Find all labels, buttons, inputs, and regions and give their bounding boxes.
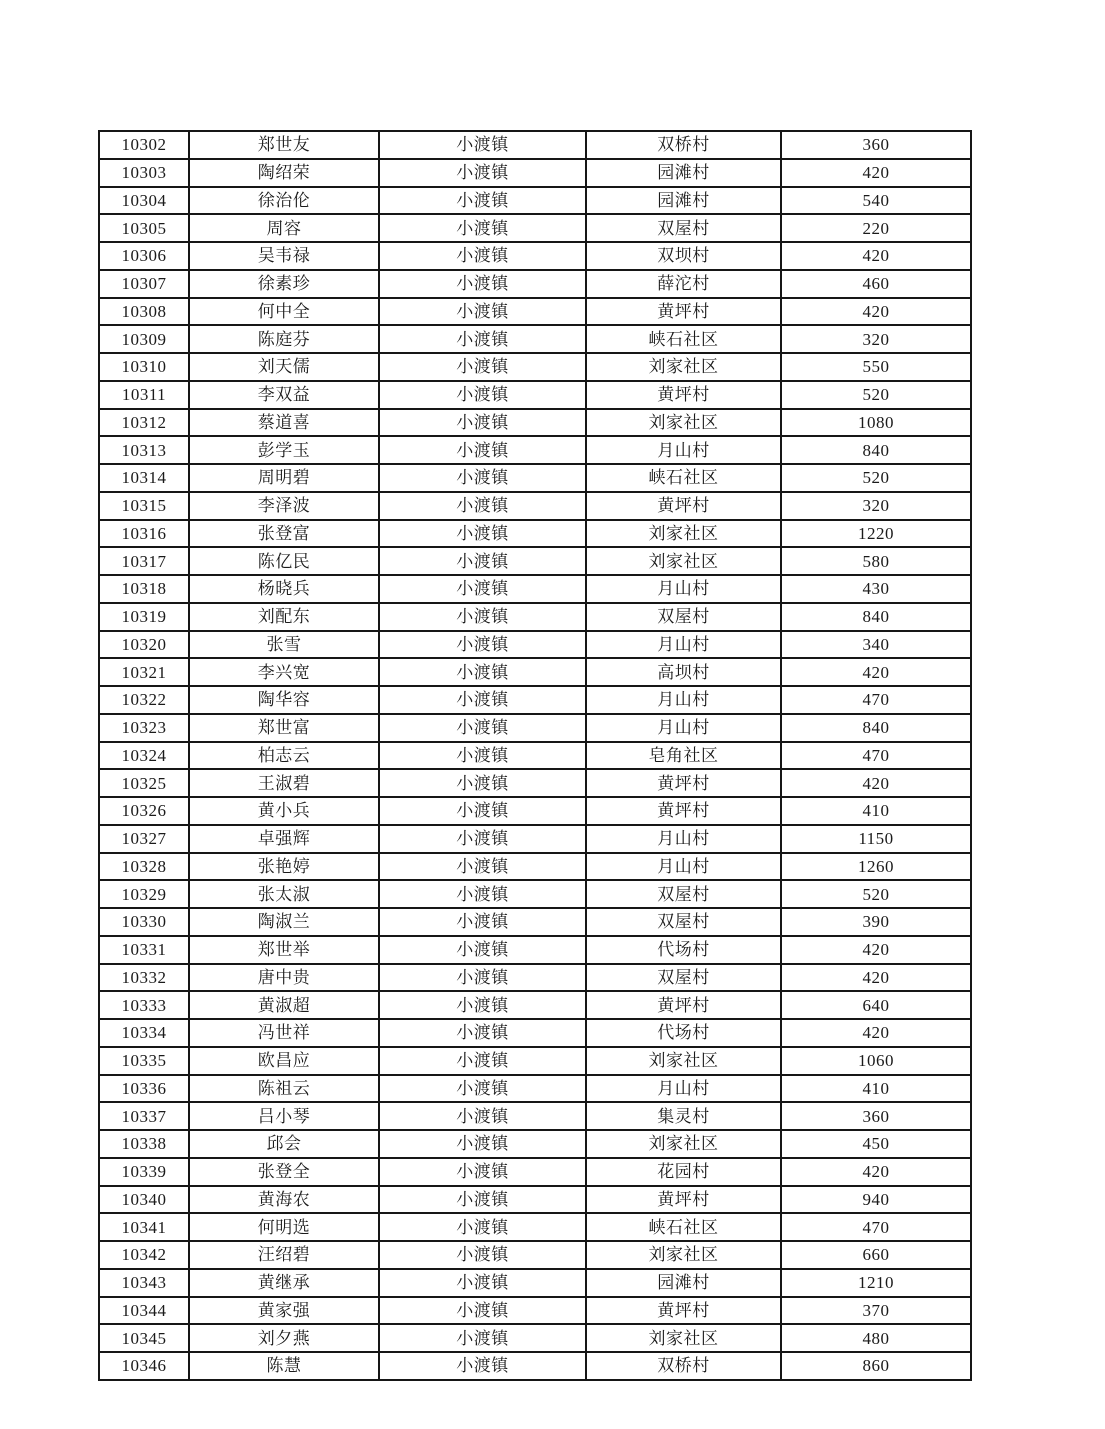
cell-name: 黄家强 [189,1297,379,1325]
cell-village: 黄坪村 [586,381,781,409]
cell-village: 黄坪村 [586,1297,781,1325]
cell-village: 双屋村 [586,880,781,908]
cell-id: 10305 [99,214,189,242]
table-row [99,936,971,964]
cell-town: 小渡镇 [379,409,586,437]
cell-village: 刘家社区 [586,409,781,437]
cell-amount: 420 [781,298,971,326]
cell-id: 10307 [99,270,189,298]
cell-amount: 360 [781,1102,971,1130]
cell-id: 10315 [99,492,189,520]
cell-town: 小渡镇 [379,270,586,298]
cell-town: 小渡镇 [379,520,586,548]
cell-village: 代场村 [586,1019,781,1047]
cell-amount: 1060 [781,1047,971,1075]
cell-town: 小渡镇 [379,714,586,742]
cell-amount: 420 [781,242,971,270]
cell-amount: 340 [781,631,971,659]
cell-village: 月山村 [586,714,781,742]
cell-name: 陶淑兰 [189,908,379,936]
cell-name: 黄淑超 [189,991,379,1019]
cell-village: 园滩村 [586,187,781,215]
cell-id: 10344 [99,1297,189,1325]
cell-id: 10331 [99,936,189,964]
table-row [99,964,971,992]
cell-town: 小渡镇 [379,825,586,853]
cell-id: 10346 [99,1352,189,1380]
cell-village: 双屋村 [586,214,781,242]
cell-name: 郑世富 [189,714,379,742]
table-row [99,1269,971,1297]
table-row [99,991,971,1019]
cell-town: 小渡镇 [379,1297,586,1325]
cell-town: 小渡镇 [379,1213,586,1241]
table-row [99,1186,971,1214]
table-row [99,1324,971,1352]
records-table [98,130,972,1381]
cell-name: 张雪 [189,631,379,659]
cell-village: 刘家社区 [586,547,781,575]
cell-village: 刘家社区 [586,1241,781,1269]
cell-town: 小渡镇 [379,991,586,1019]
cell-id: 10302 [99,131,189,159]
cell-name: 徐素珍 [189,270,379,298]
cell-id: 10312 [99,409,189,437]
cell-village: 皂角社区 [586,742,781,770]
table-row [99,381,971,409]
cell-amount: 1210 [781,1269,971,1297]
cell-town: 小渡镇 [379,1102,586,1130]
cell-id: 10321 [99,658,189,686]
cell-town: 小渡镇 [379,908,586,936]
table-row [99,214,971,242]
cell-name: 陈慧 [189,1352,379,1380]
cell-town: 小渡镇 [379,325,586,353]
cell-id: 10317 [99,547,189,575]
cell-amount: 470 [781,686,971,714]
cell-id: 10325 [99,769,189,797]
cell-amount: 840 [781,714,971,742]
cell-amount: 860 [781,1352,971,1380]
cell-id: 10319 [99,603,189,631]
cell-village: 峡石社区 [586,325,781,353]
cell-name: 周容 [189,214,379,242]
cell-id: 10342 [99,1241,189,1269]
cell-village: 刘家社区 [586,353,781,381]
cell-name: 陶绍荣 [189,159,379,187]
cell-id: 10308 [99,298,189,326]
cell-village: 月山村 [586,631,781,659]
cell-village: 黄坪村 [586,298,781,326]
table-row [99,853,971,881]
cell-amount: 360 [781,131,971,159]
cell-name: 李兴宽 [189,658,379,686]
cell-name: 黄海农 [189,1186,379,1214]
cell-village: 月山村 [586,575,781,603]
cell-town: 小渡镇 [379,187,586,215]
cell-village: 高坝村 [586,658,781,686]
cell-id: 10324 [99,742,189,770]
cell-amount: 420 [781,769,971,797]
cell-amount: 220 [781,214,971,242]
cell-village: 双屋村 [586,908,781,936]
cell-town: 小渡镇 [379,631,586,659]
cell-name: 吕小琴 [189,1102,379,1130]
cell-village: 集灵村 [586,1102,781,1130]
cell-village: 黄坪村 [586,492,781,520]
cell-amount: 450 [781,1130,971,1158]
table-row [99,1102,971,1130]
cell-amount: 840 [781,436,971,464]
cell-amount: 1150 [781,825,971,853]
cell-id: 10316 [99,520,189,548]
table-row [99,159,971,187]
cell-name: 卓强辉 [189,825,379,853]
cell-town: 小渡镇 [379,575,586,603]
cell-village: 代场村 [586,936,781,964]
cell-town: 小渡镇 [379,658,586,686]
cell-id: 10306 [99,242,189,270]
cell-amount: 550 [781,353,971,381]
cell-town: 小渡镇 [379,1158,586,1186]
table-row [99,769,971,797]
cell-town: 小渡镇 [379,853,586,881]
table-row [99,1297,971,1325]
cell-id: 10304 [99,187,189,215]
cell-id: 10328 [99,853,189,881]
cell-town: 小渡镇 [379,1130,586,1158]
cell-amount: 520 [781,464,971,492]
cell-town: 小渡镇 [379,547,586,575]
cell-town: 小渡镇 [379,159,586,187]
cell-name: 徐治伦 [189,187,379,215]
cell-town: 小渡镇 [379,464,586,492]
cell-amount: 320 [781,325,971,353]
cell-village: 双坝村 [586,242,781,270]
cell-name: 黄继承 [189,1269,379,1297]
cell-name: 刘配东 [189,603,379,631]
cell-village: 刘家社区 [586,1130,781,1158]
cell-id: 10323 [99,714,189,742]
cell-amount: 410 [781,797,971,825]
cell-name: 陈庭芬 [189,325,379,353]
cell-id: 10341 [99,1213,189,1241]
cell-id: 10303 [99,159,189,187]
cell-name: 欧昌应 [189,1047,379,1075]
cell-id: 10340 [99,1186,189,1214]
cell-amount: 320 [781,492,971,520]
cell-town: 小渡镇 [379,742,586,770]
cell-village: 月山村 [586,825,781,853]
cell-town: 小渡镇 [379,1186,586,1214]
table-row [99,131,971,159]
cell-village: 峡石社区 [586,464,781,492]
cell-name: 冯世祥 [189,1019,379,1047]
cell-id: 10310 [99,353,189,381]
cell-town: 小渡镇 [379,214,586,242]
cell-name: 周明碧 [189,464,379,492]
table-row [99,742,971,770]
cell-town: 小渡镇 [379,797,586,825]
table-row [99,353,971,381]
cell-amount: 540 [781,187,971,215]
cell-amount: 840 [781,603,971,631]
cell-village: 月山村 [586,1075,781,1103]
cell-name: 刘夕燕 [189,1324,379,1352]
table-row [99,658,971,686]
cell-amount: 1260 [781,853,971,881]
cell-amount: 420 [781,658,971,686]
table-row [99,825,971,853]
table-row [99,575,971,603]
cell-name: 杨晓兵 [189,575,379,603]
cell-amount: 480 [781,1324,971,1352]
cell-village: 黄坪村 [586,1186,781,1214]
cell-town: 小渡镇 [379,1019,586,1047]
cell-id: 10311 [99,381,189,409]
table-row [99,1130,971,1158]
cell-id: 10322 [99,686,189,714]
cell-village: 刘家社区 [586,1047,781,1075]
cell-town: 小渡镇 [379,298,586,326]
cell-amount: 420 [781,964,971,992]
cell-amount: 460 [781,270,971,298]
table-row [99,1019,971,1047]
cell-town: 小渡镇 [379,131,586,159]
cell-name: 张艳婷 [189,853,379,881]
cell-town: 小渡镇 [379,1324,586,1352]
cell-name: 陈祖云 [189,1075,379,1103]
cell-village: 刘家社区 [586,1324,781,1352]
cell-amount: 420 [781,1158,971,1186]
cell-id: 10318 [99,575,189,603]
cell-amount: 420 [781,159,971,187]
table-row [99,1241,971,1269]
cell-name: 郑世举 [189,936,379,964]
cell-town: 小渡镇 [379,1241,586,1269]
cell-amount: 390 [781,908,971,936]
table-row [99,797,971,825]
table-row [99,1075,971,1103]
cell-name: 张太淑 [189,880,379,908]
cell-name: 陈亿民 [189,547,379,575]
cell-town: 小渡镇 [379,964,586,992]
cell-name: 柏志云 [189,742,379,770]
cell-name: 李泽波 [189,492,379,520]
cell-village: 刘家社区 [586,520,781,548]
cell-id: 10336 [99,1075,189,1103]
cell-name: 郑世友 [189,131,379,159]
cell-name: 何中全 [189,298,379,326]
cell-town: 小渡镇 [379,1047,586,1075]
cell-amount: 580 [781,547,971,575]
cell-village: 月山村 [586,686,781,714]
cell-town: 小渡镇 [379,936,586,964]
table-row [99,298,971,326]
table-row [99,242,971,270]
cell-id: 10339 [99,1158,189,1186]
cell-amount: 470 [781,1213,971,1241]
cell-village: 双桥村 [586,1352,781,1380]
table-row [99,325,971,353]
cell-amount: 520 [781,880,971,908]
cell-id: 10330 [99,908,189,936]
cell-amount: 660 [781,1241,971,1269]
cell-village: 月山村 [586,436,781,464]
cell-amount: 410 [781,1075,971,1103]
cell-id: 10332 [99,964,189,992]
cell-amount: 430 [781,575,971,603]
cell-village: 峡石社区 [586,1213,781,1241]
cell-id: 10343 [99,1269,189,1297]
cell-town: 小渡镇 [379,492,586,520]
cell-town: 小渡镇 [379,1075,586,1103]
cell-amount: 1220 [781,520,971,548]
table-row [99,409,971,437]
cell-town: 小渡镇 [379,353,586,381]
cell-id: 10333 [99,991,189,1019]
cell-amount: 420 [781,936,971,964]
table-row [99,520,971,548]
table-row [99,908,971,936]
cell-name: 张登全 [189,1158,379,1186]
cell-name: 刘天儒 [189,353,379,381]
cell-village: 黄坪村 [586,769,781,797]
cell-village: 薛沱村 [586,270,781,298]
cell-village: 园滩村 [586,1269,781,1297]
cell-id: 10329 [99,880,189,908]
cell-name: 唐中贵 [189,964,379,992]
cell-village: 黄坪村 [586,797,781,825]
cell-amount: 1080 [781,409,971,437]
table-row [99,270,971,298]
table-row [99,631,971,659]
cell-id: 10337 [99,1102,189,1130]
cell-id: 10335 [99,1047,189,1075]
table-row [99,547,971,575]
cell-town: 小渡镇 [379,686,586,714]
cell-id: 10320 [99,631,189,659]
table-row [99,880,971,908]
table-row [99,464,971,492]
table-row [99,1213,971,1241]
cell-id: 10326 [99,797,189,825]
cell-id: 10313 [99,436,189,464]
cell-id: 10309 [99,325,189,353]
cell-name: 彭学玉 [189,436,379,464]
cell-town: 小渡镇 [379,769,586,797]
cell-amount: 640 [781,991,971,1019]
cell-amount: 420 [781,1019,971,1047]
cell-name: 邱会 [189,1130,379,1158]
cell-id: 10314 [99,464,189,492]
table-row [99,1158,971,1186]
cell-town: 小渡镇 [379,381,586,409]
cell-town: 小渡镇 [379,1352,586,1380]
cell-amount: 520 [781,381,971,409]
cell-id: 10327 [99,825,189,853]
cell-amount: 940 [781,1186,971,1214]
cell-village: 月山村 [586,853,781,881]
cell-village: 双桥村 [586,131,781,159]
table-row [99,686,971,714]
cell-id: 10334 [99,1019,189,1047]
table-body [99,131,971,1380]
cell-village: 花园村 [586,1158,781,1186]
table-row [99,603,971,631]
table-row [99,492,971,520]
cell-amount: 370 [781,1297,971,1325]
cell-name: 蔡道喜 [189,409,379,437]
cell-town: 小渡镇 [379,880,586,908]
table-row [99,436,971,464]
cell-village: 双屋村 [586,964,781,992]
cell-name: 张登富 [189,520,379,548]
cell-name: 黄小兵 [189,797,379,825]
cell-name: 吴韦禄 [189,242,379,270]
cell-town: 小渡镇 [379,1269,586,1297]
table-row [99,1047,971,1075]
cell-town: 小渡镇 [379,436,586,464]
cell-town: 小渡镇 [379,242,586,270]
cell-town: 小渡镇 [379,603,586,631]
cell-village: 黄坪村 [586,991,781,1019]
cell-name: 汪绍碧 [189,1241,379,1269]
cell-name: 王淑碧 [189,769,379,797]
cell-village: 双屋村 [586,603,781,631]
cell-name: 李双益 [189,381,379,409]
cell-name: 何明选 [189,1213,379,1241]
table-row [99,187,971,215]
table-row [99,1352,971,1380]
table-row [99,714,971,742]
cell-id: 10345 [99,1324,189,1352]
cell-amount: 470 [781,742,971,770]
cell-name: 陶华容 [189,686,379,714]
cell-id: 10338 [99,1130,189,1158]
cell-village: 园滩村 [586,159,781,187]
